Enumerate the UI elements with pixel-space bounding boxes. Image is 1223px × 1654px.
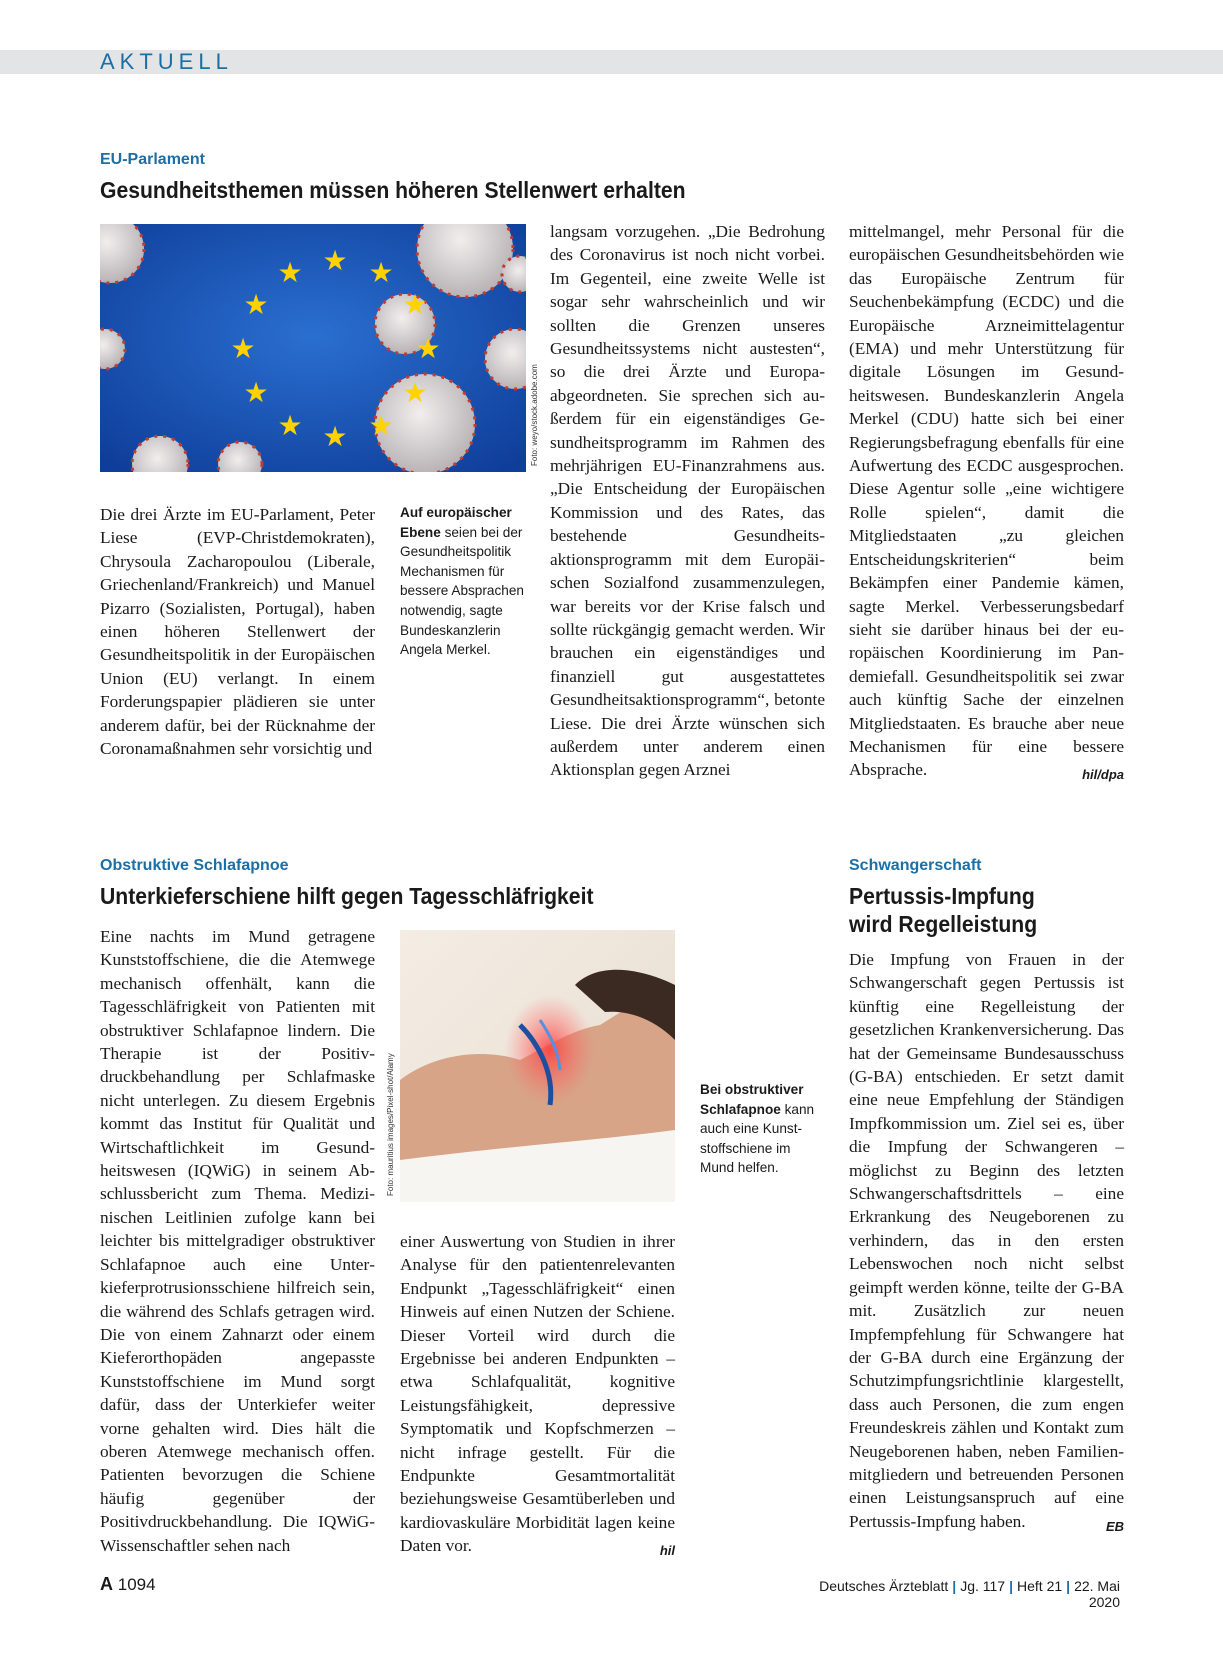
svg-text:★: ★ [415, 332, 441, 365]
footer-issue: Heft 21 [1017, 1578, 1063, 1594]
article2-photo-credit: Foto: mauritius images/Pixel-shot/Alamy [386, 1053, 395, 1196]
section-label: AKTUELL [100, 49, 233, 74]
footer-separator: | [1066, 1578, 1071, 1594]
svg-text:★: ★ [243, 376, 269, 409]
svg-text:★: ★ [402, 376, 428, 409]
article3-col1-text: Die Impfung von Frauen in der Schwangerschaft gegen Pertussis ist künftig eine Regelleistung der gesetzlichen Krankenversicherung. Das hat der Gemeinsame Bundesausschuss (G-BA) entschieden. Er setzt damit eine neue Empfehlung der Ständigen Impfkommission um. Ziel sei es, über die Impfung der Schwangeren – möglichst zu Beginn des letzten Schwangerschaftsdrittels – eine Erkrankung des Neugeborenen zu verhindern, das in den ersten Lebenswochen noch nicht selbst geimpft werden könne, teilte der G-BA mit. Zusätzlich zur neuen Impfempfehlung für Schwangere hat der G-BA durch eine Ergänzung der Schutzimpfungsrichtlinie klargestellt, dass auch Personen, die zum engen Freundeskreis zählen und Kontakt zum Neugeborenen haben, neben Familienmitgliedern und betreuenden Personen einen Leistungsanspruch auf eine Pertussis-Impfung haben. [849, 950, 1124, 1531]
article1-column-1 [100, 503, 375, 760]
article1-signature: hil/dpa [1082, 767, 1124, 783]
svg-text:★: ★ [243, 288, 269, 321]
article1-col1-text: Die drei Ärzte im EU-Parlament, Peter Liese (EVP-Christdemokraten), Chrysoula Zacharopoulou (Liberale, Griechenland/Frankreich) und Manuel Pizarro (Sozialisten, Portugal), haben einen höheren Stellenwert der Gesundheitspolitik in der Europäischen Union (EU) verlangt. In einem Forderungspapier plädieren sie unter anderem dafür, bei der Rücknahme der Coronamaßnahmen sehr vorsichtig und [100, 505, 375, 759]
article2-kicker: Obstruktive Schlafapnoe [100, 857, 289, 874]
article1-caption-text: seien bei der Gesundheitspolitik Mechanismen für bessere Absprachen notwendig, sagte Bundeskanzlerin Angela Merkel. [400, 524, 524, 658]
svg-text:★: ★ [322, 244, 348, 277]
page-number [100, 1574, 156, 1595]
article3-column [849, 948, 1124, 1538]
footer-volume: Jg. 117 [960, 1578, 1006, 1594]
svg-text:★: ★ [277, 256, 303, 289]
article3-kicker: Schwangerschaft [849, 857, 982, 874]
svg-text:★: ★ [322, 420, 348, 453]
article2-heading [100, 856, 636, 910]
svg-text:★: ★ [277, 409, 303, 442]
article2-caption-text: kann auch eine Kunststoffschiene im Mund helfen. [700, 1101, 815, 1176]
footer-separator: | [1009, 1578, 1014, 1594]
article1-column-2 [550, 220, 825, 782]
article1-headline: Gesundheitsthemen müssen höheren Stellenwert erhalten [100, 177, 686, 203]
article2-col1-text: Eine nachts im Mund getragene Kunststoffschiene, die die Atemwege mechanisch offenhält, kann die Tagesschläfrigkeit von Patienten mit obstruktiver Schlafapnoe lindern. Die Therapie ist der Positivdruckbehandlung per Schlafmaske nicht unterlegen. Zu diesem Ergebnis kommt das Institut für Qualität und Wirtschaftlichkeit im Gesundheitswesen (IQWiG) in seinem Abschlussbericht zum Thema. Medizinischen Leitlinien zufolge kann bei leichter bis mittelgradiger obstruktiver Schlafapnoe auch eine Unterkieferprotrusionsschiene hilfreich sein, die während des Schlafs getragen wird. Die von einem Zahnarzt oder einem Kieferorthopäden angepasste Kunststoffschiene im Mund sorgt dafür, dass der Unterkiefer weiter vorne gehalten wird. Dies hält die oberen Atemwege mechanisch offen. Patienten bevorzugen die Schiene häufig gegenüber der Positivdruckbehandlung. Die IQWiG-Wissenschaftler sehen nach [100, 927, 375, 1555]
svg-text:★: ★ [368, 256, 394, 289]
article1-caption-bold: Auf europäischer Ebene [400, 505, 512, 540]
article1-column-3 [849, 220, 1124, 787]
article3-signature: EB [1105, 1518, 1124, 1534]
article2-col2-text: einer Auswertung von Studien in ihrer Analyse für den patientenrelevanten Endpunkt „Tagesschläfrigkeit“ einen Hinweis auf einen Nutzen der Schiene. Dieser Vorteil wird durch die Ergebnisse bei anderen Endpunkten – etwa Schlafqualität, kognitive Leistungsfähigkeit, depressive Symptomatik und Kopfschmerzen – nicht infrage gestellt. Für die Endpunkte Gesamtmortalität beziehungsweise Gesamtüberleben und kardiovaskuläre Morbidität lagen keine Daten vor. [400, 1232, 675, 1556]
article3-headline: Pertussis-Impfung wird Regelleistung [849, 883, 1038, 937]
article1-photo-credit: Foto: weyo/stock.adobe.com [530, 364, 539, 466]
article1-col3-text: mittelmangel, mehr Personal für die europäischen Gesundheitsbehörden wie das Europäische Zentrum für Seuchenbekämpfung (ECDC) und die Europäische Arzneimittelagentur (EMA) und mehr Unterstützung für digitale Lösungen im Gesundheitswesen. Bundeskanzlerin Angela Merkel (CDU) hatte sich bei einer Regierungsbefragung ebenfalls für eine Aufwertung des ECDC ausgesprochen. Diese Agentur solle „eine wichtigere Rolle spielen“, damit die Mitgliedstaaten „zu gleichen Entscheidungskriterien“ beim Bekämpfen einer Pandemie kämen, sagte Merkel. Verbesserungsbedarf sieht sie darüber hinaus bei der europäischen Koordinierung im Pandemiefall. Gesundheitspolitik sei zwar auch künftig Sache der einzelnen Mitgliedstaaten. Es brauche aber neue Mechanismen für eine bessere Absprache. [849, 222, 1124, 780]
article1-caption [400, 503, 528, 660]
svg-text:★: ★ [230, 332, 256, 365]
svg-text:★: ★ [368, 409, 394, 442]
article2-signature: hil [659, 1543, 675, 1559]
article2-caption-bold: Bei obstruktiver Schlafapnoe [700, 1082, 804, 1117]
footer-journal: Deutsches Ärzteblatt [819, 1578, 949, 1594]
sleeping-man-photo [400, 930, 675, 1202]
eu-flag-photo [100, 224, 526, 472]
article1-kicker: EU-Parlament [100, 151, 205, 168]
footer-date: 22. Mai 2020 [1074, 1578, 1120, 1610]
page-number-value: 1094 [117, 1575, 156, 1594]
footer-publication [815, 1578, 1120, 1610]
article2-column-2 [400, 1230, 675, 1563]
svg-text:★: ★ [402, 288, 428, 321]
article2-caption [700, 1080, 820, 1178]
article3-heading [849, 856, 1129, 938]
article1-heading [100, 150, 737, 204]
article2-column-1 [100, 925, 375, 1557]
article2-headline: Unterkieferschiene hilft gegen Tagesschläfrigkeit [100, 883, 594, 909]
page-prefix: A [100, 1574, 113, 1594]
article1-col2-text: langsam vorzugehen. „Die Bedrohung des Coronavirus ist noch nicht vorbei. Im Gegenteil, eine zweite Welle ist sogar sehr wahrscheinlich und wir sollten die Grenzen unseres Gesundheitssystems nicht austesten“, so die drei Ärzte und Europaabgeordneten. Sie sprechen sich außerdem für ein eigenständiges Gesundheitsprogramm im Rahmen des mehrjährigen EU-Finanzrahmens aus. „Die Entscheidung der Europäischen Kommission und des Rates, das bestehende Gesundheitsaktionsprogramm mit dem Europäischen Sozialfond zusammenzulegen, war bereits vor der Krise falsch und sollte rückgängig gemacht werden. Wir brauchen ein eigenständiges und finanziell gut ausgestattetes Gesundheitsaktionsprogramm“, betonte Liese. Die drei Ärzte wünschen sich außerdem unter anderem einen Aktionsplan gegen Arznei [550, 222, 825, 780]
footer-separator: | [952, 1578, 957, 1594]
